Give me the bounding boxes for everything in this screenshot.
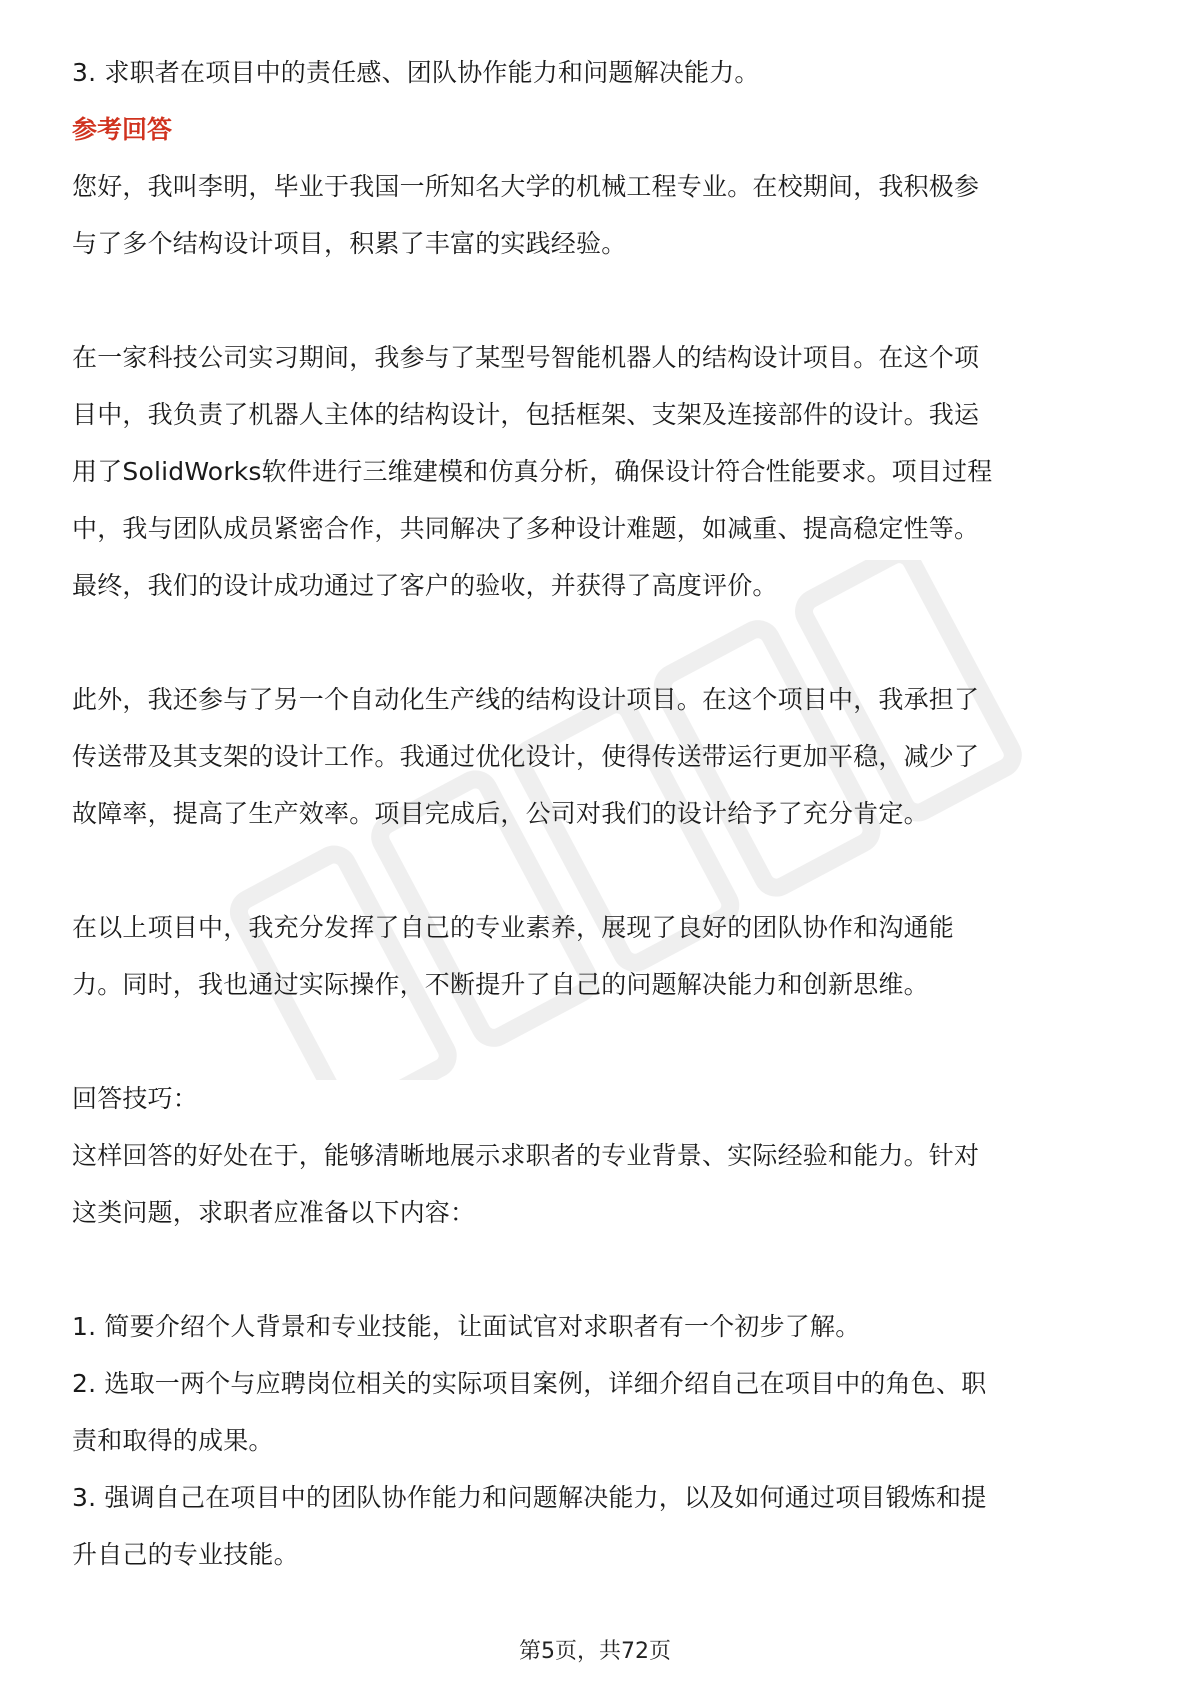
answer-paragraph <box>72 329 1118 614</box>
answer-paragraph <box>72 899 1118 1013</box>
tips-intro <box>72 1127 1118 1241</box>
text-line: 这样回答的好处在于，能够清晰地展示求职者的专业背景、实际经验和能力。针对 <box>72 1141 980 1170</box>
answer-paragraph <box>72 158 1118 272</box>
text-line: 目中，我负责了机器人主体的结构设计，包括框架、支架及连接部件的设计。我运 <box>72 400 980 429</box>
text-line: 您好，我叫李明，毕业于我国一所知名大学的机械工程专业。在校期间，我积极参 <box>72 172 980 201</box>
text-line: 最终，我们的设计成功通过了客户的验收，并获得了高度评价。 <box>72 571 778 600</box>
tips-list-item <box>72 1469 1118 1583</box>
text-line: 这类问题，求职者应准备以下内容： <box>72 1198 476 1227</box>
text-line: 力。同时，我也通过实际操作，不断提升了自己的问题解决能力和创新思维。 <box>72 970 929 999</box>
answer-heading: 参考回答 <box>72 115 173 144</box>
text-line: 与了多个结构设计项目，积累了丰富的实践经验。 <box>72 229 627 258</box>
text-line: 在一家科技公司实习期间，我参与了某型号智能机器人的结构设计项目。在这个项 <box>72 343 980 372</box>
tips-list-item <box>72 1355 1118 1469</box>
page-number: 第5页，共72页 <box>519 1639 671 1664</box>
text-line: 传送带及其支架的设计工作。我通过优化设计，使得传送带运行更加平稳，减少了 <box>72 742 980 771</box>
text-line: 2. 选取一两个与应聘岗位相关的实际项目案例，详细介绍自己在项目中的角色、职 <box>72 1369 987 1398</box>
text-line: 升自己的专业技能。 <box>72 1540 299 1569</box>
text-line: 3. 强调自己在项目中的团队协作能力和问题解决能力，以及如何通过项目锻炼和提 <box>72 1483 987 1512</box>
text-line: 在以上项目中，我充分发挥了自己的专业素养，展现了良好的团队协作和沟通能 <box>72 913 955 942</box>
text-line: 责和取得的成果。 <box>72 1426 274 1455</box>
tips-heading: 回答技巧： <box>72 1084 199 1113</box>
text-line: 中，我与团队成员紧密合作，共同解决了多种设计难题，如减重、提高稳定性等。 <box>72 514 980 543</box>
tips-list-item <box>72 1298 1118 1355</box>
text-line: 此外，我还参与了另一个自动化生产线的结构设计项目。在这个项目中，我承担了 <box>72 685 980 714</box>
intro-item: 3. 求职者在项目中的责任感、团队协作能力和问题解决能力。 <box>72 58 760 87</box>
text-line: 1. 简要介绍个人背景和专业技能，让面试官对求职者有一个初步了解。 <box>72 1312 861 1341</box>
text-line: 故障率，提高了生产效率。项目完成后，公司对我们的设计给予了充分肯定。 <box>72 799 929 828</box>
text-line: 用了SolidWorks软件进行三维建模和仿真分析，确保设计符合性能要求。项目过程 <box>72 457 993 486</box>
answer-paragraph <box>72 671 1118 842</box>
document-page <box>72 44 1118 1583</box>
